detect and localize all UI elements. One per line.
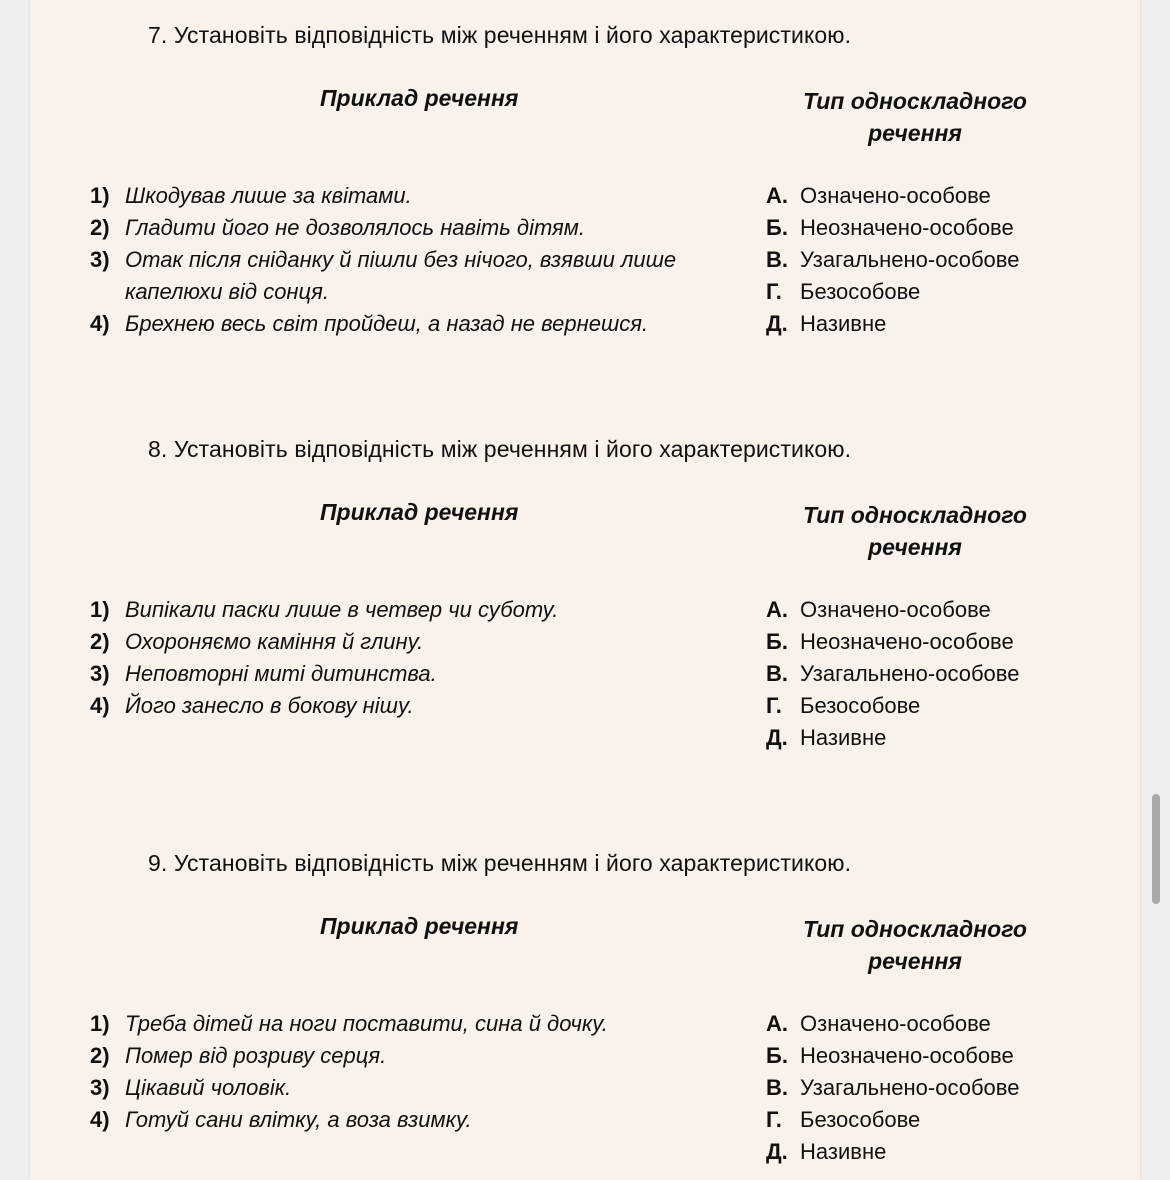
option-letter: Д. bbox=[766, 725, 788, 750]
option-letter: В. bbox=[766, 1075, 788, 1100]
option-item bbox=[766, 1008, 1096, 1040]
option-letter: Б. bbox=[766, 1043, 788, 1068]
option-item bbox=[766, 244, 1096, 276]
option-text: Узагальнено-особове bbox=[800, 1075, 1020, 1100]
option-item bbox=[766, 308, 1096, 340]
column-header-sentence: Приклад речення bbox=[320, 499, 519, 525]
sentence-text: Його занесло в бокову нішу. bbox=[125, 693, 414, 718]
option-letter: Г. bbox=[766, 693, 782, 718]
option-letter: Д. bbox=[766, 1139, 788, 1164]
sentence-item bbox=[90, 658, 730, 690]
column-header-sentence: Приклад речення bbox=[320, 85, 519, 111]
sentence-number: 3) bbox=[90, 661, 110, 686]
option-text: Називне bbox=[800, 1139, 887, 1164]
task-title: 8. Установіть відповідність між реченням і його характеристикою. bbox=[148, 436, 852, 462]
sentence-list bbox=[90, 180, 730, 340]
vertical-scrollbar[interactable] bbox=[1152, 794, 1160, 904]
option-item bbox=[766, 658, 1096, 690]
option-text: Означено-особове bbox=[800, 1011, 991, 1036]
sentence-number: 2) bbox=[90, 1043, 110, 1068]
sentence-text: Охороняємо каміння й глину. bbox=[125, 629, 424, 654]
option-item bbox=[766, 626, 1096, 658]
sentence-text: Гладити його не дозволялось навіть дітям. bbox=[125, 215, 585, 240]
sentence-item bbox=[90, 626, 730, 658]
sentence-text: Помер від розриву серця. bbox=[125, 1043, 387, 1068]
option-text: Безособове bbox=[800, 1107, 921, 1132]
option-letter: В. bbox=[766, 247, 788, 272]
option-item bbox=[766, 1072, 1096, 1104]
option-text: Неозначено-особове bbox=[800, 629, 1014, 654]
document-page bbox=[30, 0, 1140, 1180]
option-item bbox=[766, 594, 1096, 626]
option-letter: Б. bbox=[766, 629, 788, 654]
option-letter: Б. bbox=[766, 215, 788, 240]
sentence-item bbox=[90, 180, 730, 212]
column-header-type: Тип односкладного речення bbox=[803, 916, 1027, 974]
sentence-text: Шкодував лише за квітами. bbox=[125, 183, 412, 208]
option-item bbox=[766, 212, 1096, 244]
sentence-list bbox=[90, 594, 730, 722]
option-text: Означено-особове bbox=[800, 183, 991, 208]
option-item bbox=[766, 1136, 1096, 1168]
task-title: 7. Установіть відповідність між реченням і його характеристикою. bbox=[148, 22, 852, 48]
option-item bbox=[766, 1040, 1096, 1072]
sentence-number: 3) bbox=[90, 1075, 110, 1100]
sentence-text: Треба дітей на ноги поставити, сина й дочку. bbox=[125, 1011, 608, 1036]
option-item bbox=[766, 690, 1096, 722]
option-text: Безособове bbox=[800, 279, 921, 304]
option-letter: Д. bbox=[766, 311, 788, 336]
sentence-text: Брехнею весь світ пройдеш, а назад не вернешся. bbox=[125, 311, 649, 336]
sentence-number: 2) bbox=[90, 629, 110, 654]
sentence-number: 1) bbox=[90, 597, 110, 622]
option-list bbox=[766, 180, 1096, 340]
sentence-item bbox=[90, 244, 730, 308]
option-text: Узагальнено-особове bbox=[800, 247, 1020, 272]
sentence-item bbox=[90, 1008, 730, 1040]
column-header-type: Тип односкладного речення bbox=[803, 502, 1027, 560]
sentence-text: Отак після сніданку й пішли без нічого, взявши лише капелюхи від сонця. bbox=[125, 247, 677, 304]
option-item bbox=[766, 1104, 1096, 1136]
option-item bbox=[766, 722, 1096, 754]
sentence-number: 1) bbox=[90, 183, 110, 208]
sentence-text: Випікали паски лише в четвер чи суботу. bbox=[125, 597, 559, 622]
option-text: Узагальнено-особове bbox=[800, 661, 1020, 686]
sentence-number: 3) bbox=[90, 247, 110, 272]
sentence-number: 4) bbox=[90, 1107, 110, 1132]
option-item bbox=[766, 276, 1096, 308]
option-list bbox=[766, 1008, 1096, 1168]
sentence-number: 2) bbox=[90, 215, 110, 240]
option-text: Безособове bbox=[800, 693, 921, 718]
option-letter: Г. bbox=[766, 279, 782, 304]
option-letter: В. bbox=[766, 661, 788, 686]
option-letter: А. bbox=[766, 183, 788, 208]
option-text: Неозначено-особове bbox=[800, 1043, 1014, 1068]
sentence-text: Неповторні миті дитинства. bbox=[125, 661, 437, 686]
sentence-number: 4) bbox=[90, 693, 110, 718]
sentence-item bbox=[90, 308, 730, 340]
option-letter: А. bbox=[766, 597, 788, 622]
sentence-item bbox=[90, 1072, 730, 1104]
option-text: Означено-особове bbox=[800, 597, 991, 622]
sentence-number: 1) bbox=[90, 1011, 110, 1036]
option-item bbox=[766, 180, 1096, 212]
option-letter: Г. bbox=[766, 1107, 782, 1132]
column-header-type: Тип односкладного речення bbox=[803, 88, 1027, 146]
option-text: Називне bbox=[800, 311, 887, 336]
task-title: 9. Установіть відповідність між реченням і його характеристикою. bbox=[148, 850, 852, 876]
sentence-text: Цікавий чоловік. bbox=[125, 1075, 292, 1100]
column-header-sentence: Приклад речення bbox=[320, 913, 519, 939]
sentence-item bbox=[90, 1040, 730, 1072]
option-text: Неозначено-особове bbox=[800, 215, 1014, 240]
sentence-item bbox=[90, 690, 730, 722]
sentence-item bbox=[90, 212, 730, 244]
sentence-list bbox=[90, 1008, 730, 1136]
option-letter: А. bbox=[766, 1011, 788, 1036]
sentence-item bbox=[90, 594, 730, 626]
sentence-text: Готуй сани влітку, а воза взимку. bbox=[125, 1107, 472, 1132]
option-list bbox=[766, 594, 1096, 754]
option-text: Називне bbox=[800, 725, 887, 750]
sentence-item bbox=[90, 1104, 730, 1136]
sentence-number: 4) bbox=[90, 311, 110, 336]
